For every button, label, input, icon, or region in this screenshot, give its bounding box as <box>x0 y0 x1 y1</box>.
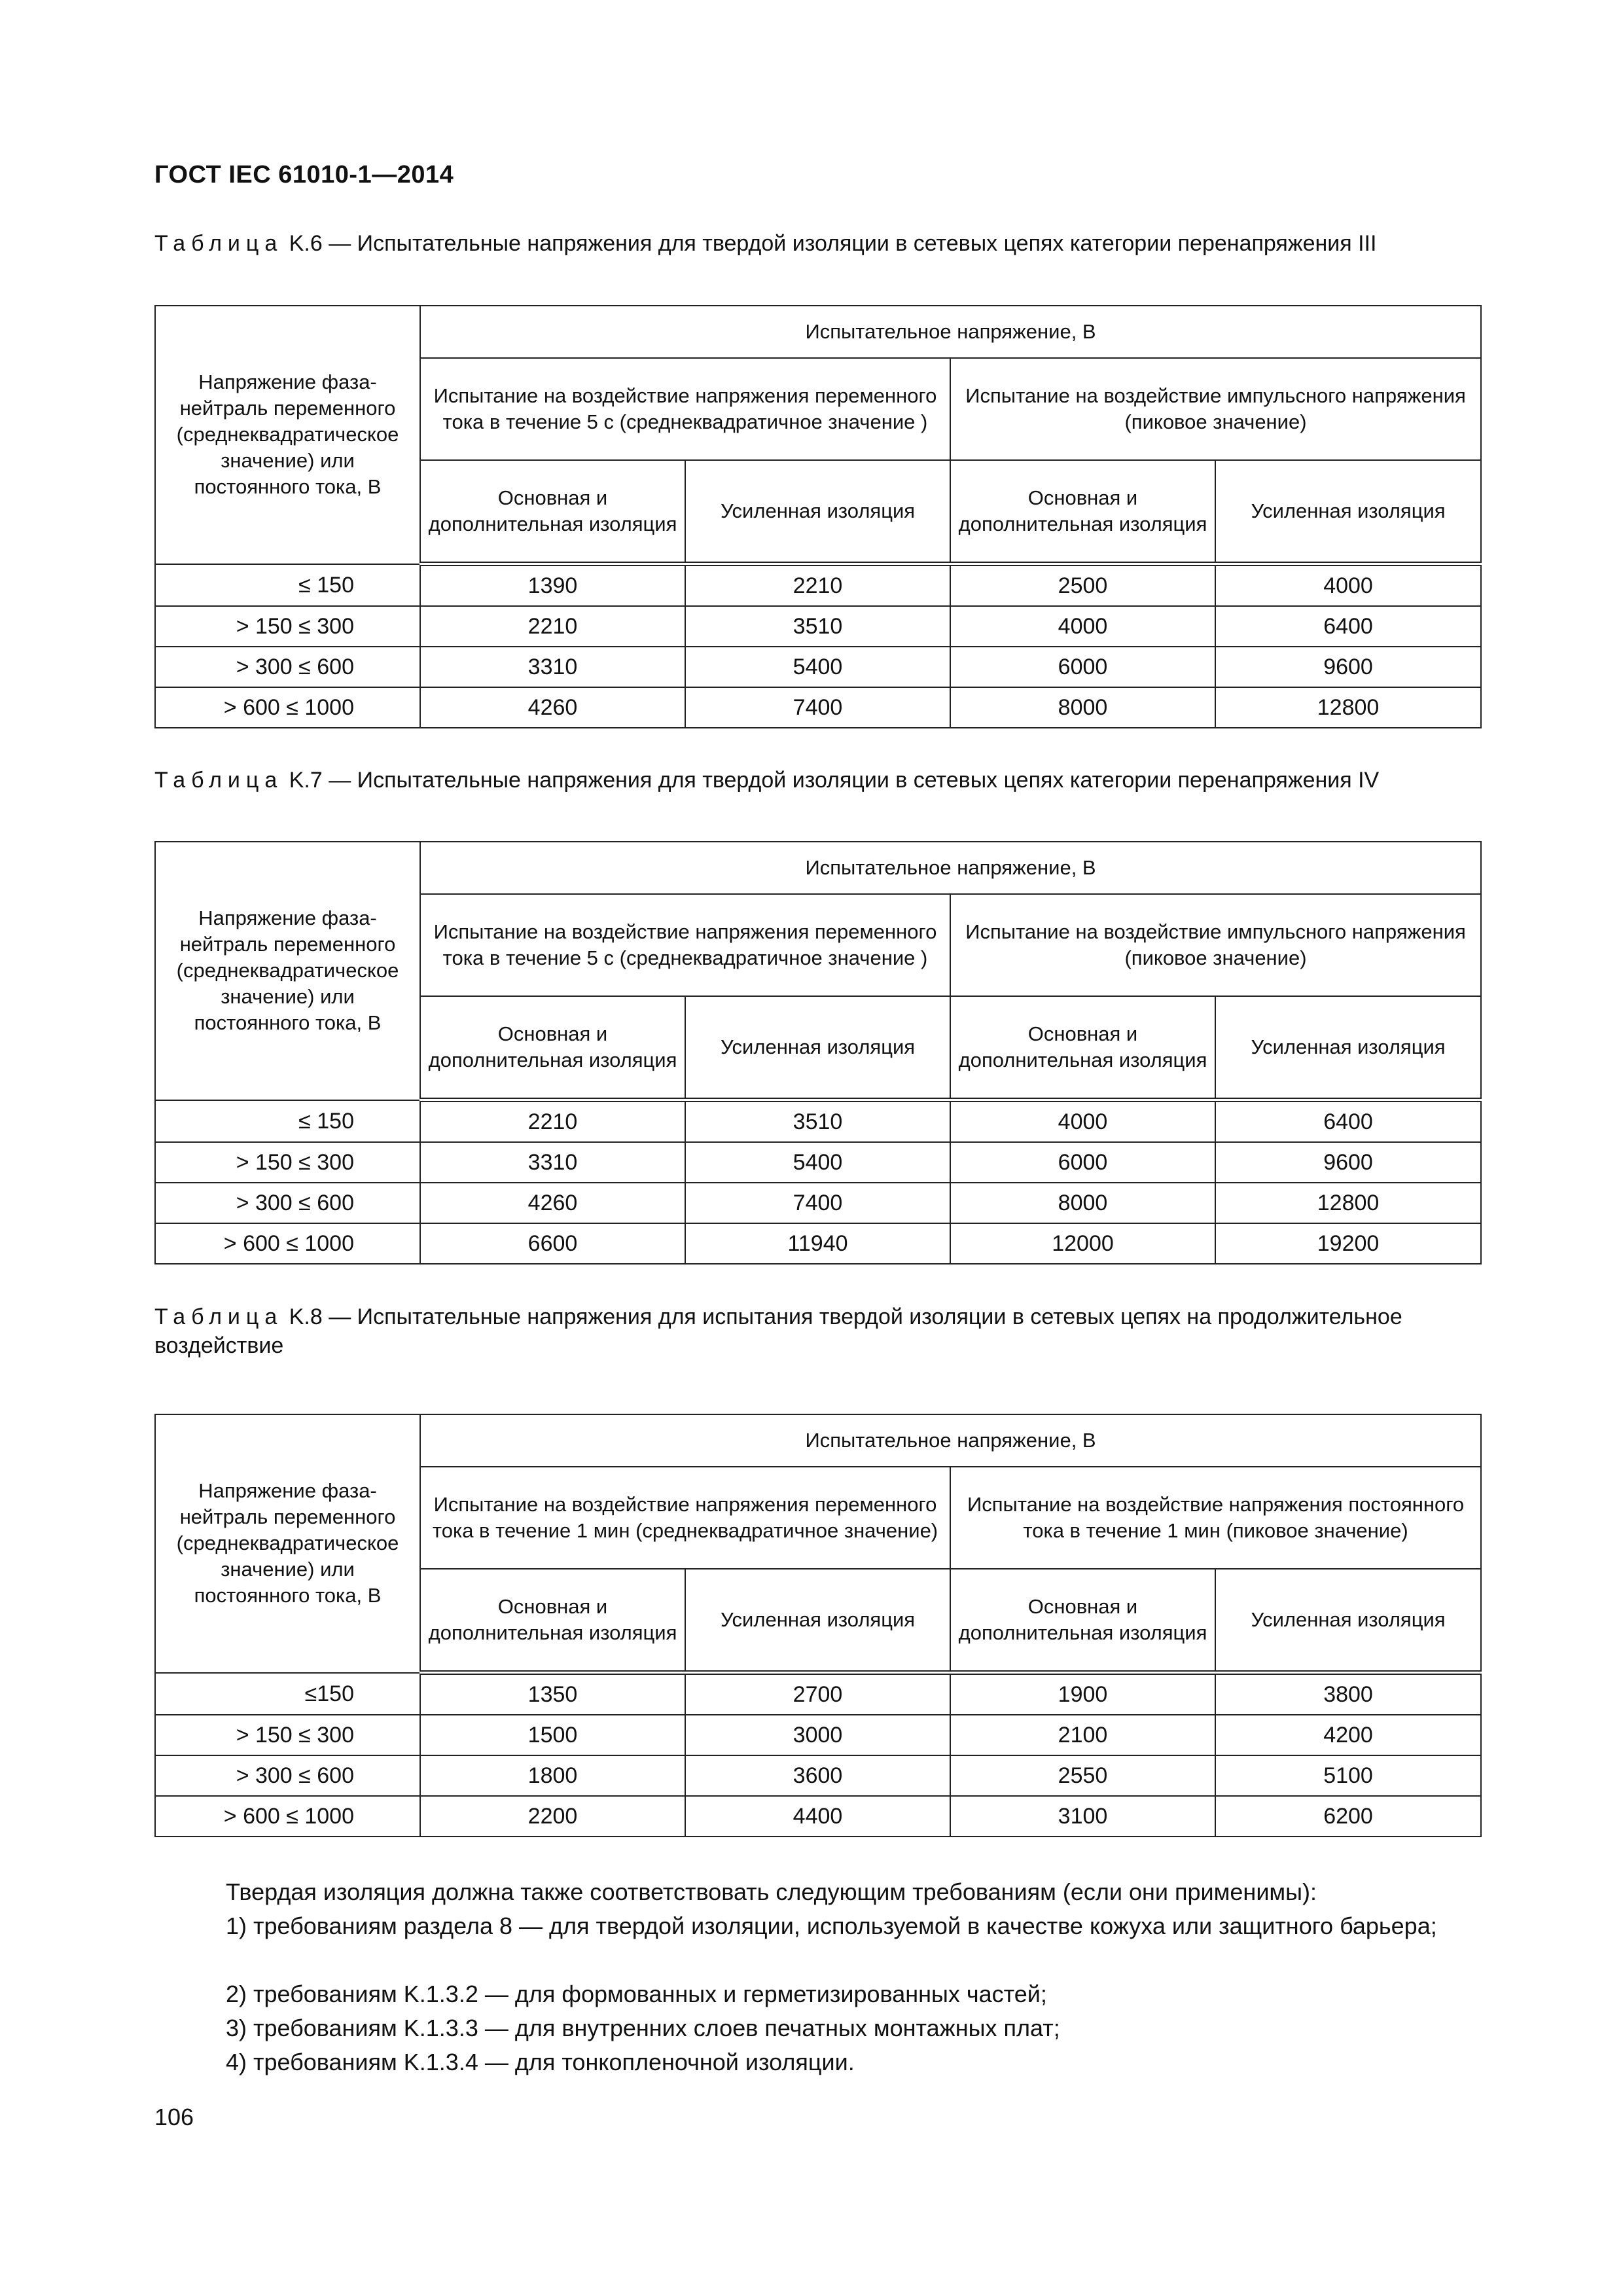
value-cell: 3600 <box>685 1755 950 1796</box>
voltage-range-cell: ≤ 150 <box>155 564 420 607</box>
value-cell: 2210 <box>420 606 685 647</box>
document-header: ГОСТ IEC 61010-1—2014 <box>154 161 454 188</box>
dc-test-header: Испытание на воздействие напряжения постоянного тока в течение 1 мин (пиковое значение) <box>950 1467 1481 1569</box>
table-row <box>155 647 1481 687</box>
value-cell: 4000 <box>950 606 1215 647</box>
voltage-range-cell: > 150 ≤ 300 <box>155 1142 420 1183</box>
value-cell: 7400 <box>685 1183 950 1223</box>
value-cell: 3510 <box>685 1100 950 1143</box>
value-cell: 6400 <box>1215 606 1481 647</box>
voltage-range-cell: > 600 ≤ 1000 <box>155 687 420 728</box>
value-cell: 12000 <box>950 1223 1215 1264</box>
value-cell: 1500 <box>420 1715 685 1755</box>
value-cell: 3100 <box>950 1796 1215 1837</box>
value-cell: 2100 <box>950 1715 1215 1755</box>
ac-test-header: Испытание на воздействие напряжения переменного тока в течение 5 с (среднеквадратичное значение ) <box>420 358 950 460</box>
table-row <box>155 1183 1481 1223</box>
caption-text: K.8 — Испытательные напряжения для испытания твердой изоляции в сетевых цепях на продолжительное воздействие <box>154 1304 1402 1358</box>
requirements-intro: Твердая изоляция должна также соответствовать следующим требованиям (если они применимы): <box>226 1878 1317 1905</box>
value-cell: 4400 <box>685 1796 950 1837</box>
value-cell: 6000 <box>950 1142 1215 1183</box>
value-cell: 5400 <box>685 647 950 687</box>
caption-label: Таблица <box>154 1304 283 1329</box>
value-cell: 3310 <box>420 1142 685 1183</box>
reinforced-insulation-header: Усиленная изоляция <box>685 1569 950 1673</box>
basic-insulation-header: Основная и дополнительная изоляция <box>420 460 685 564</box>
value-cell: 4260 <box>420 1183 685 1223</box>
ac-test-header: Испытание на воздействие напряжения переменного тока в течение 5 с (среднеквадратичное значение ) <box>420 894 950 996</box>
value-cell: 4000 <box>1215 564 1481 607</box>
table-row <box>155 687 1481 728</box>
value-cell: 8000 <box>950 1183 1215 1223</box>
value-cell: 2200 <box>420 1796 685 1837</box>
reinforced-insulation-header: Усиленная изоляция <box>685 996 950 1100</box>
row-header-cell: Напряжение фаза-нейтраль переменного (среднеквадратическое значение) или постоянного тока, В <box>155 306 420 564</box>
value-cell: 2550 <box>950 1755 1215 1796</box>
value-cell: 3000 <box>685 1715 950 1755</box>
voltage-range-cell: > 300 ≤ 600 <box>155 1755 420 1796</box>
voltage-range-cell: ≤150 <box>155 1673 420 1715</box>
value-cell: 1800 <box>420 1755 685 1796</box>
requirement-item-4: 4) требованиям K.1.3.4 — для тонкопленочной изоляции. <box>226 2049 855 2075</box>
requirement-item-3: 3) требованиям K.1.3.3 — для внутренних слоев печатных монтажных плат; <box>226 2015 1060 2041</box>
value-cell: 9600 <box>1215 647 1481 687</box>
caption-text: K.6 — Испытательные напряжения для твердой изоляции в сетевых цепях категории перенапряжения III <box>283 231 1377 256</box>
table-row <box>155 1755 1481 1796</box>
value-cell: 2500 <box>950 564 1215 607</box>
test-voltage-header: Испытательное напряжение, В <box>420 1414 1481 1467</box>
value-cell: 5100 <box>1215 1755 1481 1796</box>
value-cell: 3310 <box>420 647 685 687</box>
row-header-cell: Напряжение фаза-нейтраль переменного (среднеквадратическое значение) или постоянного тока, В <box>155 842 420 1100</box>
caption-label: Таблица <box>154 231 283 256</box>
value-cell: 19200 <box>1215 1223 1481 1264</box>
table-k6-caption <box>154 229 1480 258</box>
requirement-item-1: 1) требованиям раздела 8 — для твердой изоляции, используемой в качестве кожуха или защитного барьера; <box>226 1912 1437 1939</box>
caption-text: K.7 — Испытательные напряжения для твердой изоляции в сетевых цепях категории перенапряжения IV <box>283 768 1380 793</box>
reinforced-insulation-header: Усиленная изоляция <box>1215 1569 1481 1673</box>
ac-test-header: Испытание на воздействие напряжения переменного тока в течение 1 мин (среднеквадратичное значение) <box>420 1467 950 1569</box>
test-voltage-header: Испытательное напряжение, В <box>420 842 1481 894</box>
table-k7 <box>154 841 1482 1265</box>
value-cell: 5400 <box>685 1142 950 1183</box>
value-cell: 6600 <box>420 1223 685 1264</box>
voltage-range-cell: > 600 ≤ 1000 <box>155 1223 420 1264</box>
voltage-range-cell: ≤ 150 <box>155 1100 420 1143</box>
basic-insulation-header: Основная и дополнительная изоляция <box>950 996 1215 1100</box>
table-k6 <box>154 305 1482 728</box>
basic-insulation-header: Основная и дополнительная изоляция <box>950 1569 1215 1673</box>
value-cell: 6400 <box>1215 1100 1481 1143</box>
value-cell: 3510 <box>685 606 950 647</box>
value-cell: 4200 <box>1215 1715 1481 1755</box>
table-row <box>155 564 1481 607</box>
table-k8-caption <box>154 1302 1480 1360</box>
basic-insulation-header: Основная и дополнительная изоляция <box>950 460 1215 564</box>
table-k7-caption <box>154 766 1480 795</box>
table-row <box>155 1223 1481 1264</box>
voltage-range-cell: > 150 ≤ 300 <box>155 606 420 647</box>
voltage-range-cell: > 150 ≤ 300 <box>155 1715 420 1755</box>
reinforced-insulation-header: Усиленная изоляция <box>1215 460 1481 564</box>
value-cell: 6000 <box>950 647 1215 687</box>
value-cell: 12800 <box>1215 1183 1481 1223</box>
caption-label: Таблица <box>154 768 283 793</box>
value-cell: 6200 <box>1215 1796 1481 1837</box>
basic-insulation-header: Основная и дополнительная изоляция <box>420 1569 685 1673</box>
value-cell: 7400 <box>685 687 950 728</box>
table-row <box>155 1796 1481 1837</box>
basic-insulation-header: Основная и дополнительная изоляция <box>420 996 685 1100</box>
table-row <box>155 606 1481 647</box>
value-cell: 2210 <box>685 564 950 607</box>
value-cell: 8000 <box>950 687 1215 728</box>
value-cell: 1900 <box>950 1673 1215 1715</box>
reinforced-insulation-header: Усиленная изоляция <box>1215 996 1481 1100</box>
voltage-range-cell: > 300 ≤ 600 <box>155 1183 420 1223</box>
reinforced-insulation-header: Усиленная изоляция <box>685 460 950 564</box>
table-row <box>155 1142 1481 1183</box>
table-k8 <box>154 1414 1482 1837</box>
impulse-test-header: Испытание на воздействие импульсного напряжения (пиковое значение) <box>950 894 1481 996</box>
row-header-cell: Напряжение фаза-нейтраль переменного (среднеквадратическое значение) или постоянного тока, В <box>155 1414 420 1673</box>
table-row <box>155 1715 1481 1755</box>
table-row <box>155 1100 1481 1143</box>
value-cell: 2700 <box>685 1673 950 1715</box>
page-number: 106 <box>154 2104 194 2130</box>
value-cell: 4260 <box>420 687 685 728</box>
voltage-range-cell: > 300 ≤ 600 <box>155 647 420 687</box>
value-cell: 1350 <box>420 1673 685 1715</box>
value-cell: 12800 <box>1215 687 1481 728</box>
value-cell: 2210 <box>420 1100 685 1143</box>
table-row <box>155 1673 1481 1715</box>
voltage-range-cell: > 600 ≤ 1000 <box>155 1796 420 1837</box>
value-cell: 1390 <box>420 564 685 607</box>
impulse-test-header: Испытание на воздействие импульсного напряжения (пиковое значение) <box>950 358 1481 460</box>
value-cell: 4000 <box>950 1100 1215 1143</box>
value-cell: 9600 <box>1215 1142 1481 1183</box>
requirement-item-2: 2) требованиям K.1.3.2 — для формованных и герметизированных частей; <box>226 1981 1047 2007</box>
value-cell: 3800 <box>1215 1673 1481 1715</box>
value-cell: 11940 <box>685 1223 950 1264</box>
test-voltage-header: Испытательное напряжение, В <box>420 306 1481 358</box>
